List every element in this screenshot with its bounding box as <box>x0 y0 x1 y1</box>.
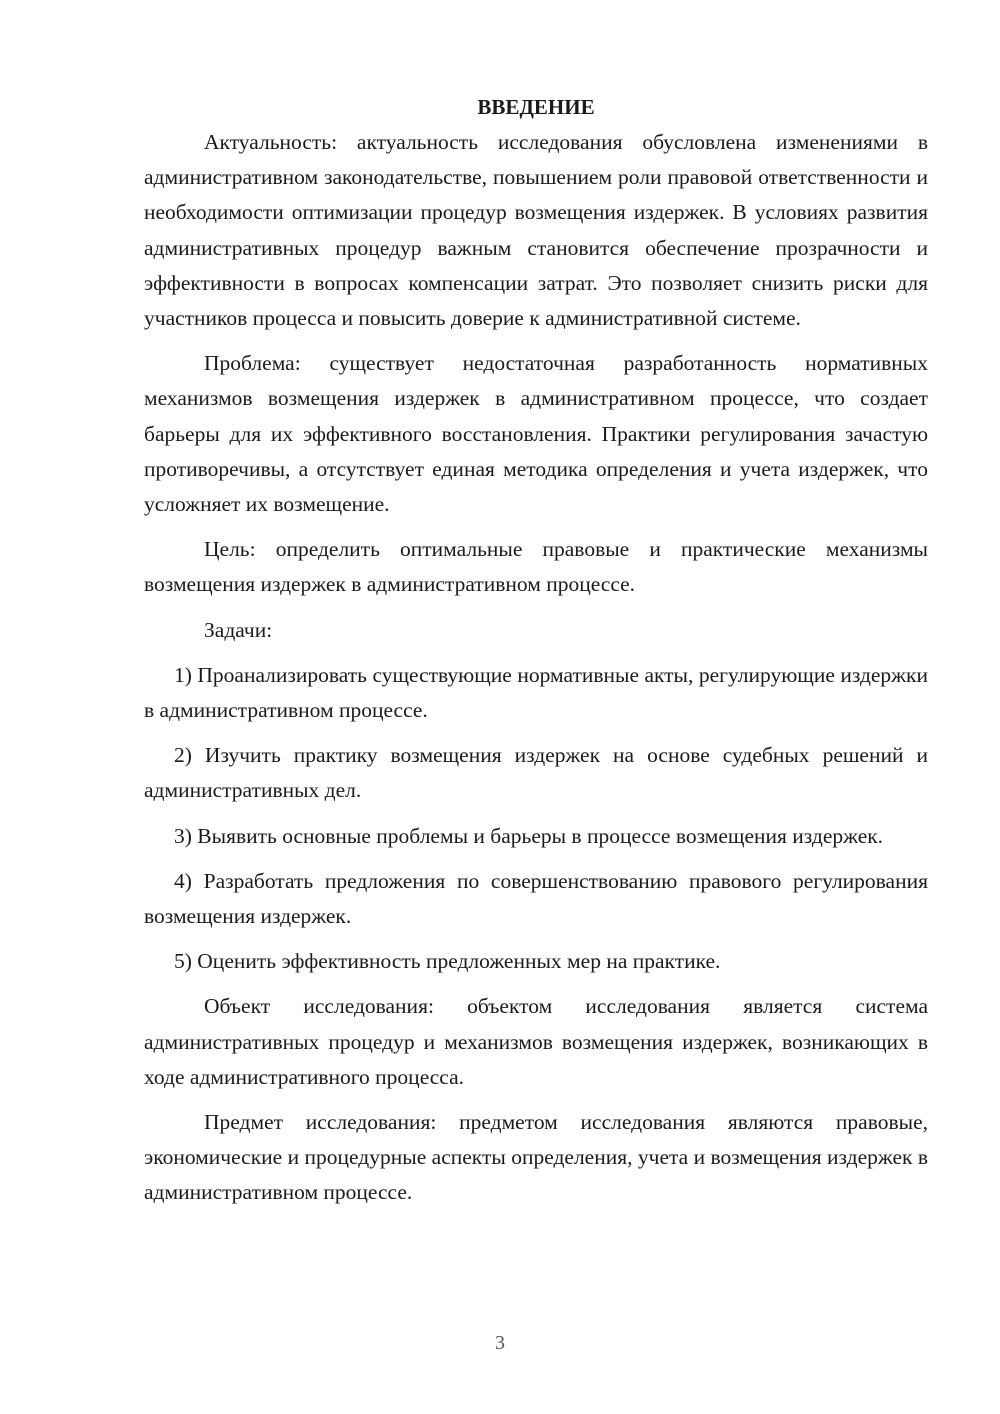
document-page <box>144 90 928 1211</box>
goal-paragraph: Цель: определить оптимальные правовые и практические механизмы возмещения издержек в административном процессе. <box>144 537 928 597</box>
task-item-3: 3) Выявить основные проблемы и барьеры в процессе возмещения издержек. <box>174 823 884 848</box>
problem-paragraph: Проблема: существует недостаточная разработанность нормативных механизмов возмещения издержек в административном процессе, что создает барьеры для их эффективного восстановления. Практики регулирования зачастую противоречивы, а отсутствует единая методика определения и учета издержек, что усложняет их возмещение. <box>144 351 928 517</box>
relevance-paragraph: Актуальность: актуальность исследования обусловлена изменениями в административном законодательстве, повышением роли правовой ответственности и необходимости оптимизации процедур возмещения издержек. В условиях развития административных процедур важным становится обеспечение прозрачности и эффективности в вопросах компенсации затрат. Это позволяет снизить риски для участников процесса и повысить доверие к административной системе. <box>144 130 928 331</box>
paragraph-spacer <box>144 728 928 738</box>
task-item-1: 1) Проанализировать существующие нормативные акты, регулирующие издержки в административном процессе. <box>144 662 928 723</box>
paragraph-spacer <box>144 648 928 658</box>
paragraph-spacer <box>144 979 928 989</box>
object-paragraph: Объект исследования: объектом исследования является система административных процедур и механизмов возмещения издержек, возникающих в ходе административного процесса. <box>144 994 928 1089</box>
page-number: 3 <box>495 1332 505 1354</box>
paragraph-spacer <box>144 854 928 864</box>
tasks-heading: Задачи: <box>204 617 273 642</box>
paragraph-spacer <box>144 1095 928 1105</box>
task-item-2: 2) Изучить практику возмещения издержек на основе судебных решений и административных дел. <box>144 743 928 803</box>
paragraph-spacer <box>144 522 928 532</box>
page-title: ВВЕДЕНИЕ <box>477 95 595 119</box>
paragraph-spacer <box>144 934 928 944</box>
task-item-5: 5) Оценить эффективность предложенных мер на практике. <box>174 949 721 974</box>
paragraph-spacer <box>144 336 928 346</box>
paragraph-spacer <box>144 603 928 613</box>
task-item-4: 4) Разработать предложения по совершенствованию правового регулирования возмещения издержек. <box>144 868 928 929</box>
subject-paragraph: Предмет исследования: предметом исследования являются правовые, экономические и процедурные аспекты определения, учета и возмещения издержек в административном процессе. <box>144 1110 928 1205</box>
paragraph-spacer <box>144 809 928 819</box>
